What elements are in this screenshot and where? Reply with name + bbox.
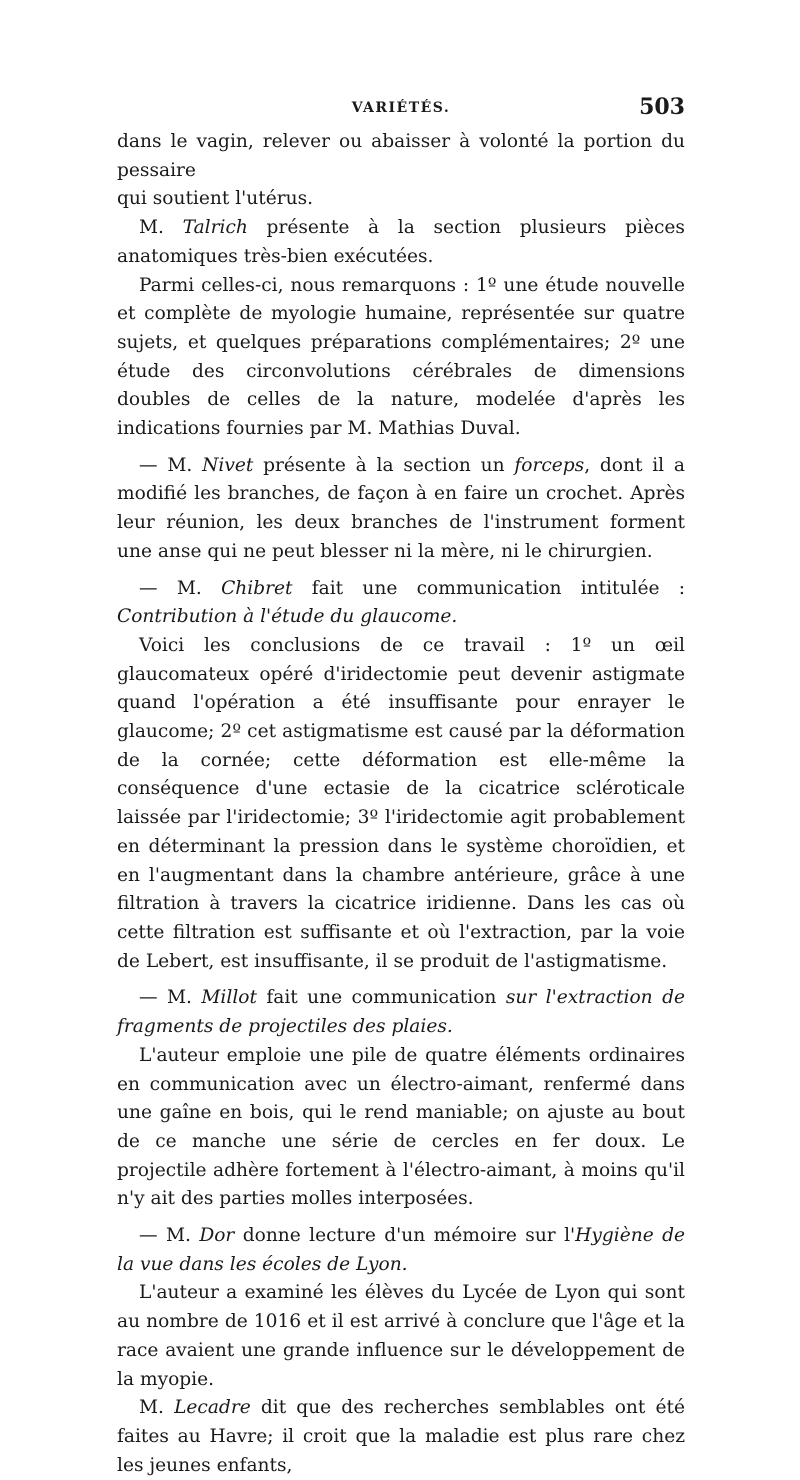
page-header (117, 94, 685, 126)
speaker-name: Millot (201, 987, 257, 1009)
paragraph-dor: — M. Dor donne lecture d'un mémoire sur l'Hygiène de la vue dans les écoles de Lyon. (117, 1225, 685, 1275)
page-number: 503 (639, 94, 685, 120)
communication-title: sur l'extraction de fragments de projectiles des plaies. (117, 987, 685, 1038)
paragraph: L'auteur emploie une pile de quatre éléments ordinaires en communication avec un électro-aimant, renfermé dans une gaîne en bois, qui le rend maniable; on ajuste au bout de ce manche une série de cercles en fer doux. Le projectile adhère fortement à l'électro-aimant, à moins qu'il n'y ait des parties molles interposées. (117, 1044, 685, 1210)
speaker-name: Talrich (182, 217, 248, 239)
paragraph-talrich: M. Talrich présente à la section plusieurs pièces anatomiques très-bien exécutées. (117, 217, 685, 267)
italic-term: forceps (514, 454, 585, 476)
speaker-name: Chibret (221, 577, 293, 599)
paragraph-lecadre: M. Lecadre dit que des recherches semblables ont été faites au Havre; il croit que la maladie est plus rare chez les jeunes enfants, (117, 1397, 685, 1476)
communication-title: Contribution à l'étude du glaucome. (117, 606, 458, 628)
paragraph-millot: — M. Millot fait une communication sur l'extraction de fragments de projectiles des plaies. (117, 987, 685, 1038)
paragraph-nivet: — M. Nivet présente à la section un forceps, dont il a modifié les branches, de façon à en faire un crochet. Après leur réunion, les deux branches de l'instrument forment une anse qui ne peut blesser ni la mère, ni le chirurgien. (117, 454, 685, 562)
paragraph-chibret: — M. Chibret fait une communication intitulée : Contribution à l'étude du glaucome. (117, 577, 685, 628)
paragraph: Voici les conclusions de ce travail : 1º un œil glaucomateux opéré d'iridectomie peut devenir astigmate quand l'opération a été insuffisante pour enrayer le glaucome; 2º cet astigmatisme est causé par la déformation de la cornée; cette déformation est elle-même la conséquence d'une ectasie de la cicatrice scléroticale laissée par l'iridectomie; 3º l'iridectomie agit probablement en déterminant la pression dans le système choroïdien, et en l'augmentant dans la chambre antérieure, grâce à une filtration à travers la cicatrice iridienne. Dans les cas où cette filtration est suffisante et où l'extraction, par la voie de Lebert, est insuffisante, il se produit de l'astigmatisme. (117, 634, 685, 972)
communication-title: Hygiène de la vue dans les écoles de Lyon. (117, 1225, 685, 1275)
paragraph: Parmi celles-ci, nous remarquons : 1º une étude nouvelle et complète de myologie humaine, représentée sur quatre sujets, et quelques préparations complémentaires; 2º une étude des circonvolutions cérébrales de dimensions doubles de celles de la nature, modelée d'après les indications fournies par M. Mathias Duval. (117, 274, 685, 440)
paragraph: L'auteur a examiné les élèves du Lycée de Lyon qui sont au nombre de 1016 et il est arrivé à conclure que l'âge et la race avaient une grande influence sur le développement de la myopie. (117, 1282, 685, 1390)
speaker-name: Lecadre (174, 1397, 251, 1419)
page-body (117, 128, 685, 1480)
running-title: VARIÉTÉS. (351, 100, 451, 116)
speaker-name: Dor (199, 1225, 235, 1247)
speaker-name: Nivet (202, 454, 254, 476)
paragraph-continuation: dans le vagin, relever ou abaisser à volonté la portion du pessaire qui soutient l'utérus. (117, 131, 685, 210)
